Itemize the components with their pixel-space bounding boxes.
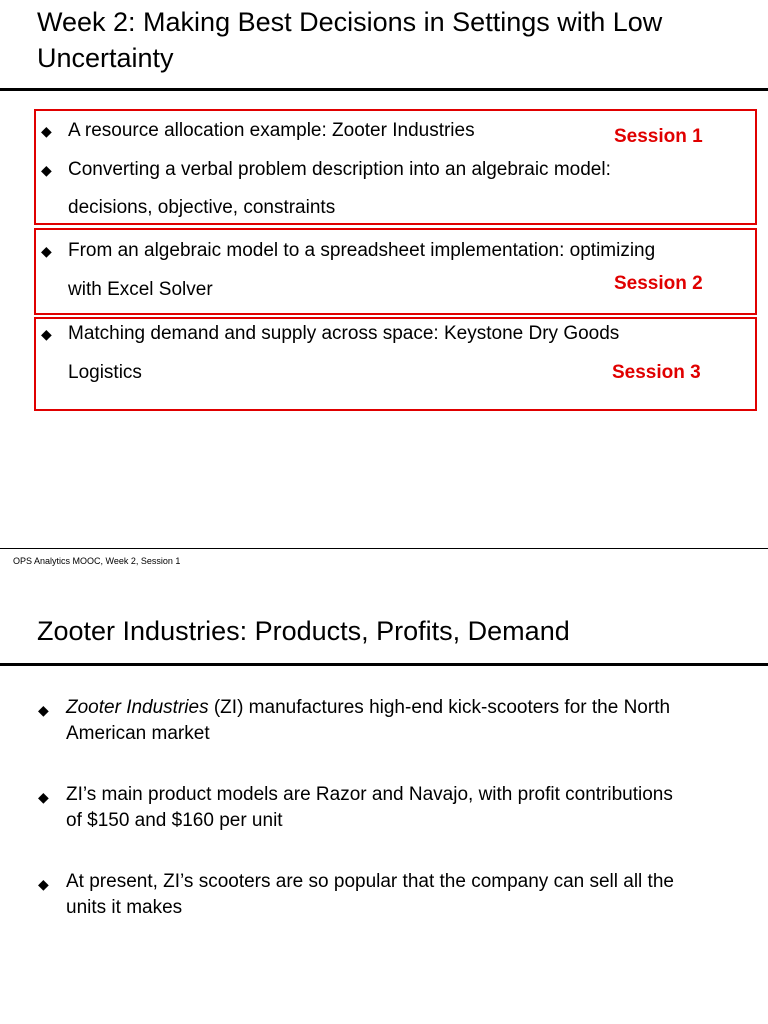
slide-footer: OPS Analytics MOOC, Week 2, Session 1	[13, 556, 181, 566]
session-1-label: Session 1	[614, 126, 703, 147]
bullet-diamond-icon: ◆	[38, 876, 49, 892]
agenda-item-continued: with Excel Solver	[68, 279, 213, 300]
session-3-label: Session 3	[612, 362, 701, 383]
agenda-item: From an algebraic model to a spreadsheet implementation: optimizing	[68, 240, 656, 261]
bullet-text: Zooter Industries (ZI) manufactures high-end kick-scooters for the North American market	[66, 697, 671, 744]
agenda-item-continued: decisions, objective, constraints	[68, 197, 336, 218]
agenda-item: Matching demand and supply across space: Keystone Dry Goods	[68, 323, 620, 344]
title-underline	[0, 663, 768, 666]
title-underline	[0, 88, 768, 91]
agenda-item: A resource allocation example: Zooter Industries	[68, 120, 475, 141]
bullet-diamond-icon: ◆	[41, 162, 52, 178]
title-line-1: Week 2: Making Best Decisions in Settings with Low	[37, 7, 663, 37]
bullet-diamond-icon: ◆	[41, 243, 52, 259]
agenda-item-continued: Logistics	[68, 362, 142, 383]
bullet-diamond-icon: ◆	[38, 702, 49, 718]
bullet-text: At present, ZI’s scooters are so popular that the company can sell all the units it makes	[66, 871, 674, 918]
agenda-item: Converting a verbal problem description into an algebraic model:	[68, 159, 611, 180]
company-name: Zooter Industries	[66, 697, 209, 718]
session-2-label: Session 2	[614, 273, 703, 294]
bullet-diamond-icon: ◆	[38, 789, 49, 805]
slide-title: Zooter Industries: Products, Profits, Demand	[37, 616, 570, 646]
bullet-diamond-icon: ◆	[41, 123, 52, 139]
footer-rule	[0, 548, 768, 549]
bullet-diamond-icon: ◆	[41, 326, 52, 342]
slide-title	[37, 4, 662, 76]
bullet-text: ZI’s main product models are Razor and Navajo, with profit contributions of $150 and $160 per unit	[66, 784, 673, 831]
title-line-2: Uncertainty	[37, 43, 174, 73]
